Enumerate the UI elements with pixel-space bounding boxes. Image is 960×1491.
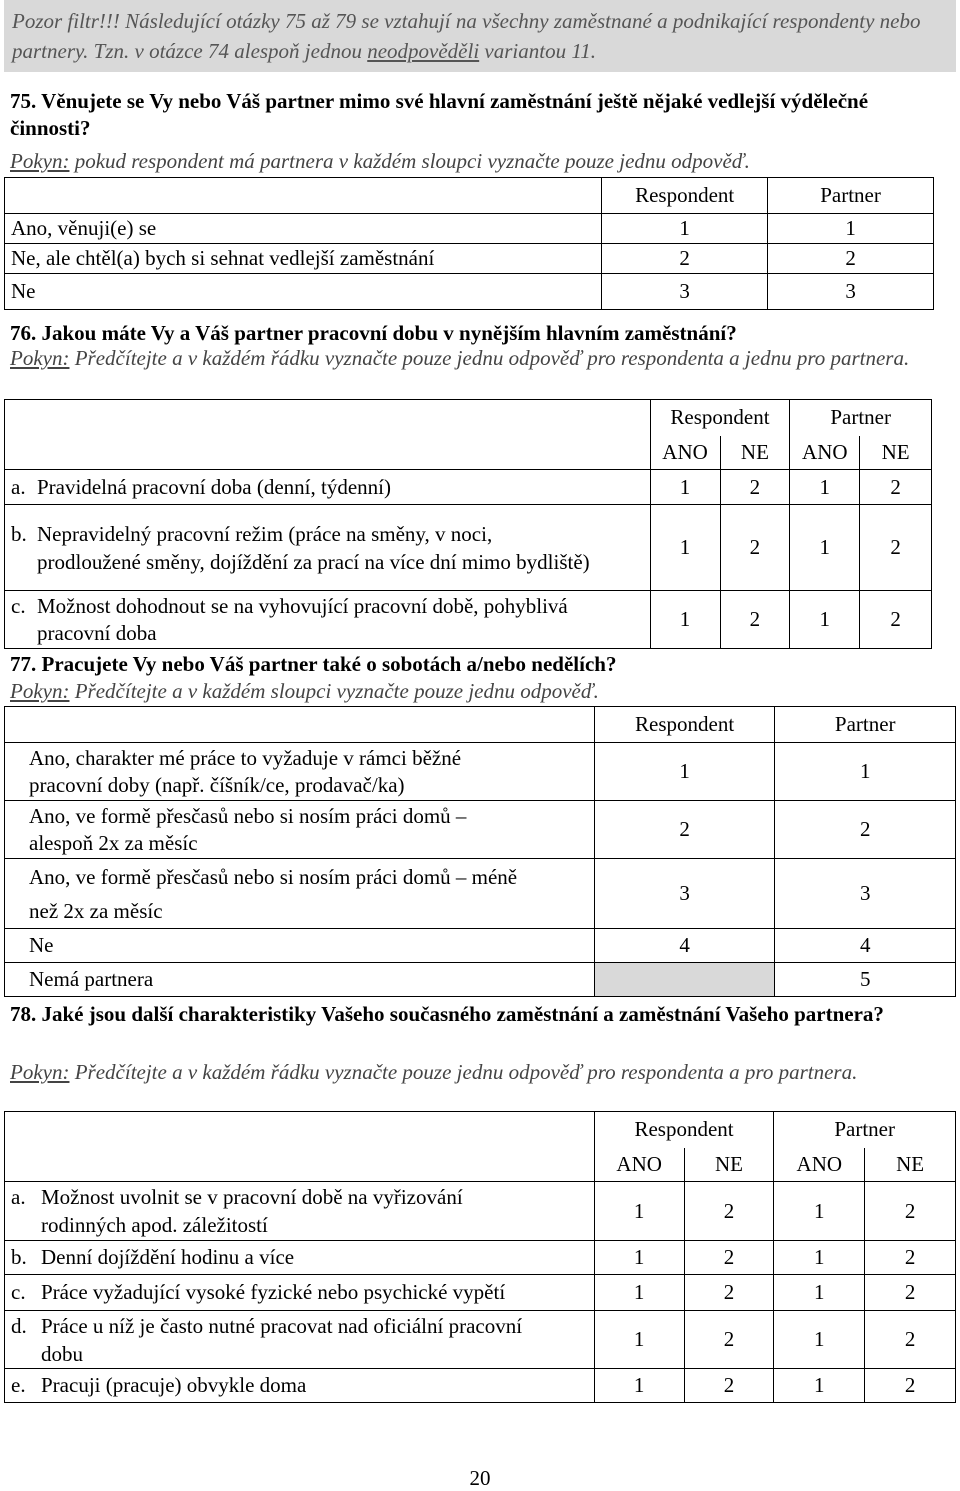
q75-part-code[interactable]: 3 — [768, 274, 934, 310]
q77-resp-code[interactable]: 4 — [594, 929, 775, 963]
q75-head-blank — [5, 178, 602, 214]
q76-pokyn-text: Předčítejte a v každém řádku vyznačte pouze jednu odpověď pro respondenta a jednu pro partnera. — [69, 346, 910, 370]
row-letter: a. — [11, 1185, 26, 1209]
filter-note — [4, 0, 956, 72]
q75-resp-code[interactable]: 3 — [602, 274, 768, 310]
code-cell[interactable]: 2 — [684, 1241, 774, 1275]
code-cell[interactable]: 2 — [860, 470, 932, 505]
q76-head-blank — [5, 436, 651, 470]
q78-row-label — [5, 1182, 595, 1241]
row-text: Ano, ve formě přesčasů nebo si nosím práci domů – méně než 2x za měsíc — [29, 864, 518, 923]
row-text: Denní dojíždění hodinu a více — [41, 1245, 295, 1269]
q76-head-blank — [5, 400, 651, 436]
q77-row-label: Ne — [5, 929, 595, 963]
q77-row-label — [5, 801, 595, 859]
q76-pokyn — [10, 347, 940, 370]
q77-resp-code[interactable]: 2 — [594, 801, 775, 859]
code-cell[interactable]: 2 — [860, 505, 932, 591]
q78-ne: NE — [865, 1148, 956, 1182]
pokyn-label: Pokyn: — [10, 149, 70, 173]
q77-resp-shaded — [594, 963, 775, 997]
q78-ano: ANO — [594, 1148, 684, 1182]
code-cell[interactable]: 2 — [684, 1369, 774, 1403]
q77-pokyn — [10, 680, 950, 703]
q78-ne: NE — [684, 1148, 774, 1182]
q75-row-label: Ne, ale chtěl(a) bych si sehnat vedlejší zaměstnání — [5, 244, 602, 274]
code-cell[interactable]: 2 — [865, 1241, 956, 1275]
q78-row-label — [5, 1241, 595, 1275]
q77-row-label — [5, 859, 595, 929]
row-text: Pracuji (pracuje) obvykle doma — [41, 1373, 307, 1397]
q78-table — [4, 1111, 956, 1403]
q78-pokyn-text: Předčítejte a v každém řádku vyznačte pouze jednu odpověď pro respondenta a pro partnera. — [69, 1060, 858, 1084]
code-cell[interactable]: 2 — [865, 1369, 956, 1403]
q76-col-respondent: Respondent — [650, 400, 790, 436]
code-cell[interactable]: 1 — [594, 1311, 684, 1369]
row-letter: c. — [11, 593, 26, 618]
q77-resp-code[interactable]: 3 — [594, 859, 775, 929]
q78-col-partner: Partner — [774, 1112, 956, 1148]
q77-col-respondent: Respondent — [594, 707, 775, 743]
q78-head-blank — [5, 1112, 595, 1148]
row-text: Práce vyžadující vysoké fyzické nebo psychické vypětí — [41, 1280, 506, 1304]
q77-part-code[interactable]: 4 — [775, 929, 956, 963]
q77-row-label — [5, 743, 595, 801]
pokyn-label: Pokyn: — [10, 346, 70, 370]
code-cell[interactable]: 1 — [774, 1311, 865, 1369]
q77-title: 77. Pracujete Vy nebo Váš partner také o sobotách a/nebo nedělích? — [10, 652, 617, 676]
q78-pokyn — [10, 1061, 940, 1084]
code-cell[interactable]: 2 — [865, 1311, 956, 1369]
q75-part-code[interactable]: 1 — [768, 214, 934, 244]
q76-ne: NE — [720, 436, 790, 470]
row-text: Ano, ve formě přesčasů nebo si nosím práci domů – alespoň 2x za měsíc — [29, 803, 467, 855]
code-cell[interactable]: 2 — [720, 470, 790, 505]
q78-row-label — [5, 1311, 595, 1369]
code-cell[interactable]: 1 — [594, 1182, 684, 1241]
filter-underlined: neodpověděli — [367, 39, 480, 63]
code-cell[interactable]: 2 — [865, 1182, 956, 1241]
code-cell[interactable]: 1 — [774, 1369, 865, 1403]
row-text: Možnost dohodnout se na vyhovující pracovní době, pohyblivá pracovní doba — [37, 593, 568, 645]
q75-col-respondent: Respondent — [602, 178, 768, 214]
q77-col-partner: Partner — [775, 707, 956, 743]
q75-title: 75. Věnujete se Vy nebo Váš partner mimo své hlavní zaměstnání ještě nějaké vedlejší výdělečné činnosti? — [10, 89, 869, 140]
q76-col-partner: Partner — [790, 400, 932, 436]
row-letter: e. — [11, 1373, 26, 1397]
row-letter: c. — [11, 1280, 26, 1304]
row-text: Práce u níž je často nutné pracovat nad oficiální pracovní dobu — [41, 1313, 523, 1366]
pokyn-label: Pokyn: — [10, 1060, 70, 1084]
code-cell[interactable]: 1 — [650, 591, 720, 649]
q75-pokyn — [10, 150, 950, 173]
q76-ne: NE — [860, 436, 932, 470]
page-number: 20 — [469, 1466, 491, 1490]
q75-row-label: Ne — [5, 274, 602, 310]
filter-text-end: variantou 11. — [479, 39, 597, 63]
q76-ano: ANO — [650, 436, 720, 470]
code-cell[interactable]: 2 — [720, 591, 790, 649]
row-text: Nepravidelný pracovní režim (práce na směny, v noci, prodloužené směny, dojíždění za prací na více dní mimo bydliště) — [37, 521, 590, 574]
q77-part-code[interactable]: 3 — [775, 859, 956, 929]
code-cell[interactable]: 1 — [594, 1369, 684, 1403]
q76-table — [4, 399, 932, 649]
q76-row-label — [5, 591, 651, 649]
row-text: Možnost uvolnit se v pracovní době na vyřizování rodinných apod. záležitostí — [41, 1185, 463, 1237]
q76-row-label — [5, 505, 651, 591]
q75-pokyn-text: pokud respondent má partnera v každém sloupci vyznačte pouze jednu odpověď. — [69, 149, 750, 173]
code-cell[interactable]: 1 — [774, 1241, 865, 1275]
q78-ano: ANO — [774, 1148, 865, 1182]
row-letter: b. — [11, 521, 27, 546]
code-cell[interactable]: 2 — [865, 1275, 956, 1311]
code-cell[interactable]: 1 — [790, 470, 860, 505]
q76-row-label — [5, 470, 651, 505]
q78-col-respondent: Respondent — [594, 1112, 774, 1148]
code-cell[interactable]: 1 — [594, 1241, 684, 1275]
code-cell[interactable]: 1 — [774, 1275, 865, 1311]
q78-row-label — [5, 1369, 595, 1403]
code-cell[interactable]: 2 — [684, 1275, 774, 1311]
row-letter: b. — [11, 1245, 27, 1269]
q75-part-code[interactable]: 2 — [768, 244, 934, 274]
row-text: Ano, charakter mé práce to vyžaduje v rámci běžné pracovní doby (např. číšník/ce, prodavač/ka) — [29, 745, 462, 797]
q75-row-label: Ano, věnuji(e) se — [5, 214, 602, 244]
q77-resp-code[interactable]: 1 — [594, 743, 775, 801]
row-text: Pravidelná pracovní doba (denní, týdenní) — [37, 474, 391, 499]
q77-part-code[interactable]: 1 — [775, 743, 956, 801]
q75-resp-code[interactable]: 1 — [602, 214, 768, 244]
row-letter: a. — [11, 474, 26, 499]
code-cell[interactable]: 1 — [790, 591, 860, 649]
q77-row-label: Nemá partnera — [5, 963, 595, 997]
code-cell[interactable]: 1 — [594, 1275, 684, 1311]
q77-pokyn-text: Předčítejte a v každém sloupci vyznačte pouze jednu odpověď. — [69, 679, 599, 703]
code-cell[interactable]: 2 — [684, 1311, 774, 1369]
code-cell[interactable]: 1 — [790, 505, 860, 591]
code-cell[interactable]: 2 — [684, 1182, 774, 1241]
q77-head-blank — [5, 707, 595, 743]
pokyn-label: Pokyn: — [10, 679, 70, 703]
code-cell[interactable]: 1 — [650, 470, 720, 505]
q75-table — [4, 177, 934, 310]
code-cell[interactable]: 1 — [650, 505, 720, 591]
q77-table — [4, 706, 956, 997]
filter-text: Pozor filtr!!! Následující otázky 75 až 79 se vztahují na všechny zaměstnané a podnikající respondenty nebo partnery. Tzn. v otázce 74 alespoň jednou — [12, 9, 921, 63]
q78-title: 78. Jaké jsou další charakteristiky Vašeho současného zaměstnání a zaměstnání Vašeho partnera? — [10, 1002, 884, 1026]
q78-row-label — [5, 1275, 595, 1311]
code-cell[interactable]: 1 — [774, 1182, 865, 1241]
code-cell[interactable]: 2 — [720, 505, 790, 591]
row-letter: d. — [11, 1313, 27, 1338]
q77-part-code[interactable]: 5 — [775, 963, 956, 997]
q75-col-partner: Partner — [768, 178, 934, 214]
q78-head-blank — [5, 1148, 595, 1182]
q75-resp-code[interactable]: 2 — [602, 244, 768, 274]
q76-ano: ANO — [790, 436, 860, 470]
q77-part-code[interactable]: 2 — [775, 801, 956, 859]
code-cell[interactable]: 2 — [860, 591, 932, 649]
q76-title: 76. Jakou máte Vy a Váš partner pracovní dobu v nynějším hlavním zaměstnání? — [10, 321, 737, 345]
